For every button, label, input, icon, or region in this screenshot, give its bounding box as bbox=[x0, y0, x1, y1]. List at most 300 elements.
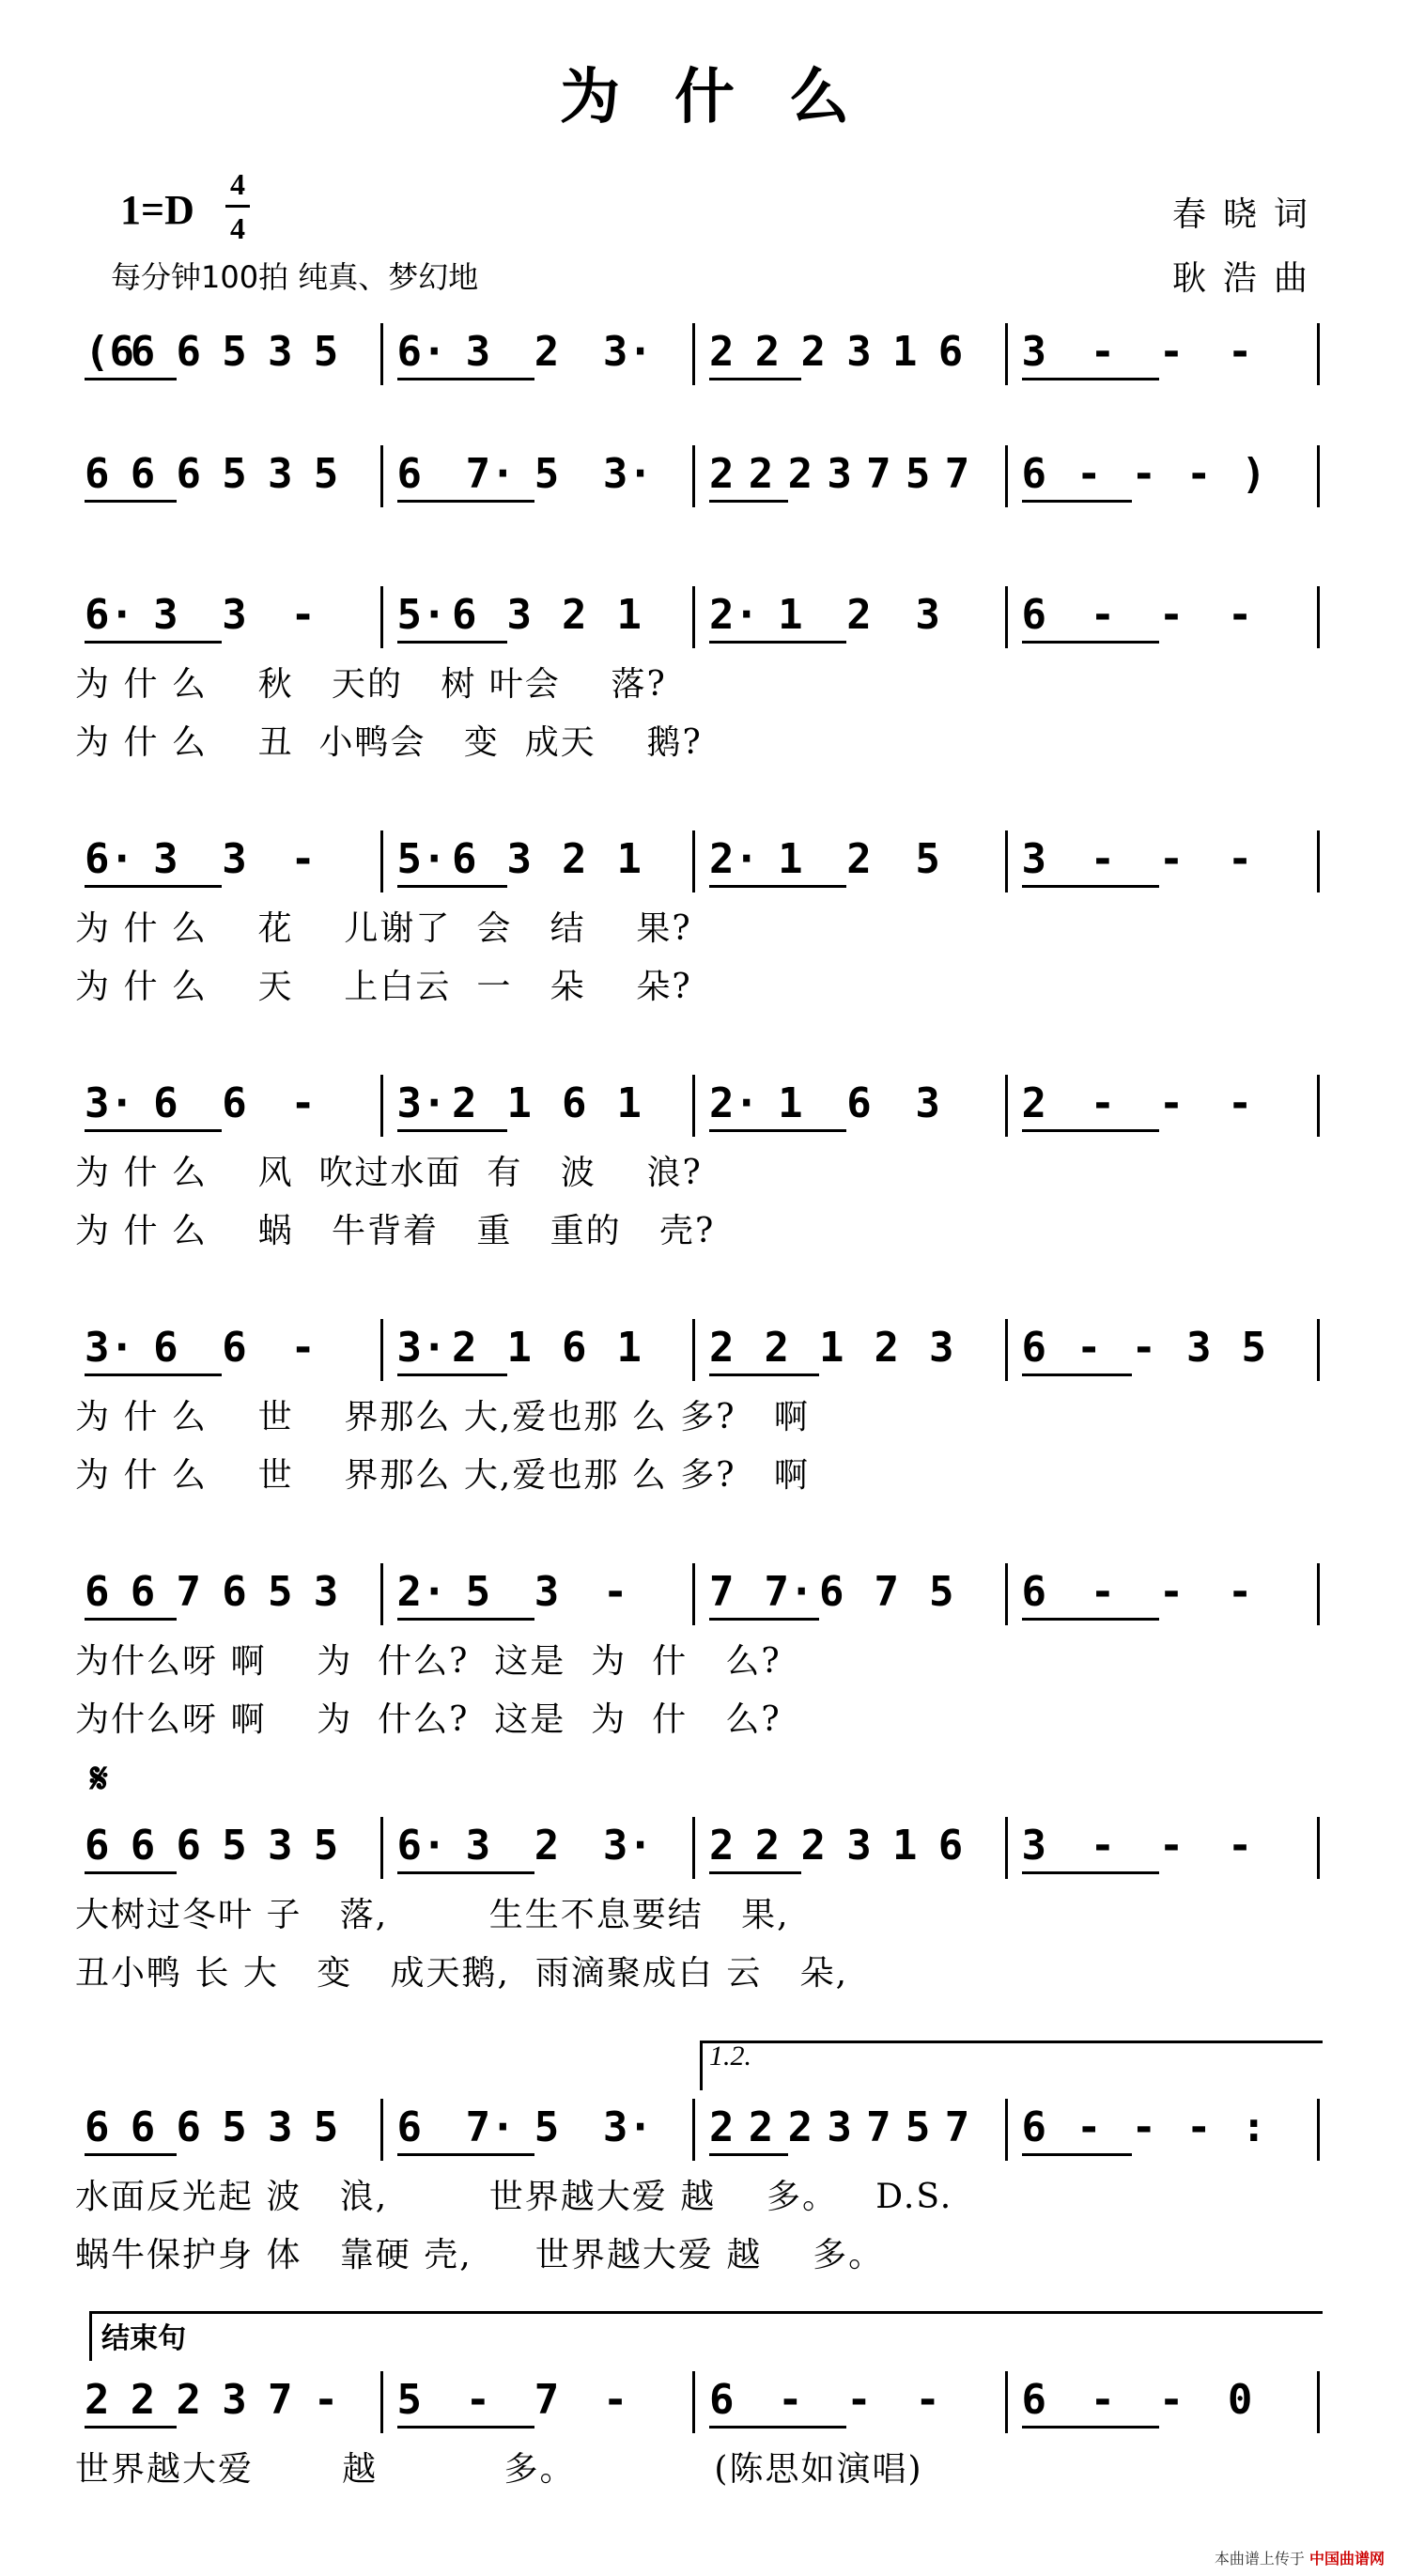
composer-credit: 耿浩曲 bbox=[1171, 259, 1324, 298]
note: 2 bbox=[709, 1822, 735, 1870]
note: 6 bbox=[396, 2103, 422, 2151]
note: 2 bbox=[176, 2376, 201, 2424]
note: - bbox=[1131, 1324, 1156, 1372]
note: 6 bbox=[176, 2103, 201, 2151]
score-line bbox=[75, 2367, 1343, 2433]
note: 5 bbox=[222, 2103, 247, 2151]
note: 3 bbox=[506, 835, 532, 883]
barline bbox=[692, 323, 695, 385]
time-signature-bottom: 4 bbox=[230, 211, 245, 245]
note: - bbox=[290, 1079, 316, 1127]
lyric-line: 为 什 么 风 吹过水面 有 波 浪? bbox=[75, 1154, 703, 1192]
note: 7 bbox=[944, 2103, 970, 2151]
note: - bbox=[602, 1568, 628, 1616]
barline bbox=[692, 1817, 695, 1879]
note: 2 bbox=[754, 328, 781, 376]
barline bbox=[1317, 1817, 1320, 1879]
barline bbox=[1317, 830, 1320, 892]
note: - bbox=[290, 1324, 316, 1372]
note: 6 bbox=[846, 1079, 872, 1127]
beam bbox=[1022, 1618, 1159, 1621]
barline bbox=[1005, 1075, 1008, 1137]
note: 1 bbox=[506, 1079, 532, 1127]
beam bbox=[85, 1871, 177, 1874]
barline bbox=[692, 2099, 695, 2161]
note: 3 bbox=[827, 2103, 852, 2151]
barline bbox=[692, 830, 695, 892]
note: 6· bbox=[85, 835, 134, 883]
note: 3· bbox=[602, 450, 653, 498]
barline bbox=[692, 1075, 695, 1137]
note: - bbox=[1227, 328, 1253, 376]
note: 5 bbox=[313, 1822, 339, 1870]
time-signature bbox=[225, 165, 250, 247]
note: 7 bbox=[268, 2376, 293, 2424]
note: 1 bbox=[778, 835, 803, 883]
note: 1 bbox=[892, 328, 918, 376]
note: 3· bbox=[396, 1324, 447, 1372]
note: 7 bbox=[176, 1568, 201, 1616]
note: 5· bbox=[396, 591, 447, 639]
note: - bbox=[1158, 328, 1184, 376]
note: 6 bbox=[222, 1079, 247, 1127]
note: 6 bbox=[222, 1324, 247, 1372]
note: - bbox=[1158, 1568, 1184, 1616]
beam bbox=[1022, 1129, 1159, 1132]
note: 6 bbox=[1021, 450, 1046, 498]
note: 6 bbox=[1021, 591, 1046, 639]
note: 3 bbox=[222, 835, 247, 883]
note: 2 bbox=[1021, 1079, 1046, 1127]
note: 3· bbox=[85, 1079, 134, 1127]
note: 6 bbox=[130, 1822, 156, 1870]
note: 2 bbox=[764, 1324, 789, 1372]
note: 2 bbox=[787, 2103, 813, 2151]
note: - bbox=[1227, 1079, 1253, 1127]
note: 7 bbox=[866, 450, 891, 498]
note: 3 bbox=[1021, 1822, 1046, 1870]
note: 3 bbox=[222, 2376, 247, 2424]
lyric-line: 为什么呀 啊 为 什么? 这是 为 什 么? bbox=[75, 1700, 782, 1739]
note: 3 bbox=[153, 835, 178, 883]
note: 3· bbox=[602, 2103, 653, 2151]
note: 1 bbox=[819, 1324, 844, 1372]
note: 6 bbox=[85, 2103, 110, 2151]
note: 2 bbox=[709, 328, 735, 376]
ending-label: 结束句 bbox=[101, 2322, 186, 2355]
note: 6 bbox=[130, 450, 156, 498]
note: 5 bbox=[915, 835, 940, 883]
note: 3 bbox=[1021, 835, 1046, 883]
beam bbox=[85, 641, 222, 644]
note: 6 bbox=[222, 1568, 247, 1616]
score-line bbox=[75, 582, 1343, 648]
note: 2 bbox=[874, 1324, 899, 1372]
note: 3 bbox=[268, 450, 293, 498]
lyric-line: 为 什 么 天 上白云 一 朵 朵? bbox=[75, 968, 692, 1006]
note: 6· bbox=[85, 591, 134, 639]
beam bbox=[85, 885, 222, 888]
note: 7 bbox=[709, 1568, 735, 1616]
note: 6 bbox=[1021, 1324, 1046, 1372]
note: 2 bbox=[452, 1079, 477, 1127]
note: 6 bbox=[562, 1079, 587, 1127]
note: 2 bbox=[800, 1822, 826, 1870]
note: 1 bbox=[778, 591, 803, 639]
note: 7 bbox=[534, 2376, 560, 2424]
barline bbox=[692, 2371, 695, 2433]
note: 2 bbox=[709, 450, 735, 498]
barline bbox=[380, 445, 383, 507]
barline bbox=[380, 586, 383, 648]
lyric-line: 为 什 么 蜗 牛背着 重 重的 壳? bbox=[75, 1212, 716, 1250]
beam bbox=[1022, 2426, 1159, 2429]
note: 3 bbox=[1021, 328, 1046, 376]
note: - bbox=[1090, 1568, 1116, 1616]
note: - bbox=[290, 591, 316, 639]
note: 5 bbox=[222, 1822, 247, 1870]
note: 3 bbox=[827, 450, 852, 498]
beam bbox=[85, 1618, 177, 1621]
note: 7· bbox=[465, 2103, 516, 2151]
note: - bbox=[915, 2376, 940, 2424]
beam bbox=[397, 378, 534, 380]
beam bbox=[1022, 641, 1159, 644]
note: - bbox=[1158, 1822, 1184, 1870]
note: 6 bbox=[176, 450, 201, 498]
note: 2 bbox=[846, 835, 872, 883]
note: - bbox=[1090, 835, 1116, 883]
note: 6· bbox=[396, 328, 447, 376]
lyric-line: 为 什 么 秋 天的 树 叶会 落? bbox=[75, 665, 667, 704]
lyric-line: 为什么呀 啊 为 什么? 这是 为 什 么? bbox=[75, 1642, 782, 1681]
barline bbox=[380, 1075, 383, 1137]
note: 5 bbox=[1241, 1324, 1266, 1372]
note: - bbox=[1186, 450, 1212, 498]
note: (6 bbox=[85, 328, 134, 376]
note: 1 bbox=[892, 1822, 918, 1870]
note: 3 bbox=[268, 1822, 293, 1870]
beam bbox=[85, 2153, 177, 2156]
note: 3· bbox=[602, 1822, 653, 1870]
barline bbox=[1317, 1563, 1320, 1625]
note: - bbox=[1076, 2103, 1102, 2151]
note: 2 bbox=[800, 328, 826, 376]
note: - bbox=[465, 2376, 491, 2424]
note: 5 bbox=[534, 2103, 560, 2151]
note: 2 bbox=[748, 450, 774, 498]
note: 6 bbox=[153, 1324, 178, 1372]
time-signature-bar bbox=[225, 205, 250, 208]
score-line bbox=[75, 1071, 1343, 1137]
note: - bbox=[846, 2376, 872, 2424]
note: 6 bbox=[452, 591, 477, 639]
beam bbox=[85, 2426, 177, 2429]
barline bbox=[1005, 2099, 1008, 2161]
note: - bbox=[1158, 2376, 1184, 2424]
segno-sign: 𝄋 bbox=[90, 1755, 108, 1803]
note: ) bbox=[1241, 450, 1266, 498]
note: 1 bbox=[616, 1079, 642, 1127]
note: 3· bbox=[602, 328, 653, 376]
note: 6 bbox=[937, 328, 964, 376]
note: 6 bbox=[85, 1568, 110, 1616]
tempo-marking: 每分钟100拍 纯真、梦幻地 bbox=[111, 259, 479, 295]
note: 6 bbox=[85, 1822, 110, 1870]
barline bbox=[1317, 586, 1320, 648]
beam bbox=[397, 1871, 534, 1874]
score-line bbox=[75, 1560, 1343, 1625]
barline bbox=[1005, 323, 1008, 385]
barline bbox=[1005, 1563, 1008, 1625]
beam bbox=[1022, 1373, 1132, 1376]
score-line bbox=[75, 2095, 1343, 2161]
note: 5 bbox=[313, 2103, 339, 2151]
note: - bbox=[1076, 450, 1102, 498]
barline bbox=[1317, 2371, 1320, 2433]
note: 7· bbox=[764, 1568, 814, 1616]
note: 6 bbox=[1021, 2376, 1046, 2424]
lyric-line: 丑小鸭 长 大 变 成天鹅, 雨滴聚成白 云 朵, bbox=[75, 1954, 849, 1993]
note: 2 bbox=[85, 2376, 110, 2424]
barline bbox=[1317, 323, 1320, 385]
note: 5 bbox=[534, 450, 560, 498]
note: 2 bbox=[534, 328, 560, 376]
beam bbox=[1022, 500, 1132, 503]
barline bbox=[380, 1817, 383, 1879]
barline bbox=[1005, 2371, 1008, 2433]
note: 2 bbox=[452, 1324, 477, 1372]
beam bbox=[85, 378, 177, 380]
note: 2· bbox=[709, 835, 759, 883]
note: 2· bbox=[709, 1079, 759, 1127]
note: 3· bbox=[396, 1079, 447, 1127]
note: 3 bbox=[268, 328, 293, 376]
note: 3 bbox=[915, 1079, 940, 1127]
beam bbox=[1022, 1871, 1159, 1874]
note: 3 bbox=[506, 591, 532, 639]
note: 7· bbox=[465, 450, 516, 498]
note: 5 bbox=[313, 450, 339, 498]
beam bbox=[397, 1129, 507, 1132]
note: 5 bbox=[396, 2376, 422, 2424]
note: 6 bbox=[130, 328, 156, 376]
song-title: 为什么 bbox=[560, 62, 904, 132]
beam bbox=[1022, 2153, 1132, 2156]
barline bbox=[1317, 445, 1320, 507]
note: 6 bbox=[452, 835, 477, 883]
note: 5 bbox=[268, 1568, 293, 1616]
note: 2 bbox=[562, 591, 587, 639]
note: 2· bbox=[396, 1568, 447, 1616]
volta-label: 1.2. bbox=[709, 2041, 751, 2072]
note: 1 bbox=[616, 591, 642, 639]
beam bbox=[709, 1871, 801, 1874]
note: 5 bbox=[313, 328, 339, 376]
note: - bbox=[313, 2376, 339, 2424]
lyric-line: 水面反光起 波 浪, 世界越大爱 越 多。 D.S. bbox=[75, 2178, 953, 2216]
beam bbox=[397, 500, 534, 503]
barline bbox=[1005, 1817, 1008, 1879]
barline bbox=[692, 586, 695, 648]
note: 6 bbox=[709, 2376, 735, 2424]
note: 3 bbox=[153, 591, 178, 639]
score-line bbox=[75, 319, 1343, 385]
note: 6 bbox=[1021, 2103, 1046, 2151]
note: - bbox=[1227, 591, 1253, 639]
note: 3 bbox=[846, 328, 872, 376]
note: - bbox=[1090, 2376, 1116, 2424]
beam bbox=[397, 2426, 534, 2429]
beam bbox=[709, 2153, 788, 2156]
note: 6 bbox=[85, 450, 110, 498]
note: - bbox=[1158, 591, 1184, 639]
note: 7 bbox=[944, 450, 970, 498]
beam bbox=[397, 885, 507, 888]
barline bbox=[1005, 586, 1008, 648]
note: 6· bbox=[396, 1822, 447, 1870]
note: - bbox=[602, 2376, 628, 2424]
note: 6 bbox=[130, 1568, 156, 1616]
beam bbox=[709, 885, 846, 888]
score-line bbox=[75, 1813, 1343, 1879]
note: - bbox=[1131, 450, 1156, 498]
note: 3 bbox=[1186, 1324, 1212, 1372]
note: 1 bbox=[778, 1079, 803, 1127]
note: - bbox=[1090, 328, 1116, 376]
beam bbox=[709, 500, 788, 503]
note: 3 bbox=[915, 591, 940, 639]
beam bbox=[85, 1129, 222, 1132]
beam bbox=[709, 378, 801, 380]
note: 2 bbox=[534, 1822, 560, 1870]
note: - bbox=[1227, 1822, 1253, 1870]
note: 6 bbox=[819, 1568, 844, 1616]
footer-brand: 中国曲谱网 bbox=[1308, 2550, 1385, 2568]
barline bbox=[380, 2371, 383, 2433]
note: 1 bbox=[616, 1324, 642, 1372]
barline bbox=[380, 323, 383, 385]
barline bbox=[692, 1563, 695, 1625]
note: 2 bbox=[748, 2103, 774, 2151]
note: 2 bbox=[709, 2103, 735, 2151]
note: : bbox=[1241, 2103, 1266, 2151]
beam bbox=[397, 1618, 534, 1621]
note: - bbox=[290, 835, 316, 883]
note: 3 bbox=[313, 1568, 339, 1616]
note: 6 bbox=[130, 2103, 156, 2151]
note: - bbox=[1131, 2103, 1156, 2151]
barline bbox=[1317, 2099, 1320, 2161]
note: 5 bbox=[905, 450, 931, 498]
beam bbox=[709, 1129, 846, 1132]
note: 5· bbox=[396, 835, 447, 883]
score-line bbox=[75, 442, 1343, 507]
lyric-line: 大树过冬叶 子 落, 生生不息要结 果, bbox=[75, 1896, 790, 1934]
note: 6 bbox=[176, 328, 201, 376]
score-line bbox=[75, 827, 1343, 892]
note: 2 bbox=[846, 591, 872, 639]
volta-bracket bbox=[700, 2041, 1323, 2090]
note: 1 bbox=[506, 1324, 532, 1372]
score-line bbox=[75, 1315, 1343, 1381]
note: 3· bbox=[85, 1324, 134, 1372]
note: 3 bbox=[222, 591, 247, 639]
note: 6 bbox=[396, 450, 422, 498]
note: - bbox=[1090, 1822, 1116, 1870]
barline bbox=[1005, 830, 1008, 892]
lyric-line: 为 什 么 花 儿谢了 会 结 果? bbox=[75, 909, 692, 948]
beam bbox=[709, 1618, 819, 1621]
barline bbox=[692, 445, 695, 507]
note: - bbox=[1090, 591, 1116, 639]
beam bbox=[85, 500, 177, 503]
note: 2 bbox=[130, 2376, 156, 2424]
note: 6 bbox=[937, 1822, 964, 1870]
beam bbox=[709, 1373, 819, 1376]
note: 2 bbox=[787, 450, 813, 498]
lyric-line: 世界越大爱 越 多。 (陈思如演唱) bbox=[75, 2450, 923, 2489]
note: 5 bbox=[905, 2103, 931, 2151]
barline bbox=[692, 1319, 695, 1381]
barline bbox=[1005, 1319, 1008, 1381]
note: 5 bbox=[222, 328, 247, 376]
note: - bbox=[1227, 1568, 1253, 1616]
barline bbox=[380, 2099, 383, 2161]
note: - bbox=[1227, 835, 1253, 883]
lyricist-credit: 春晓词 bbox=[1171, 195, 1324, 234]
beam bbox=[397, 641, 507, 644]
beam bbox=[85, 1373, 222, 1376]
note: - bbox=[1076, 1324, 1102, 1372]
note: 1 bbox=[616, 835, 642, 883]
ending-bracket bbox=[89, 2311, 1323, 2361]
beam bbox=[397, 2153, 534, 2156]
lyric-line: 为 什 么 世 界那么 大,爱也那 么 多? 啊 bbox=[75, 1456, 810, 1495]
barline bbox=[380, 830, 383, 892]
beam bbox=[1022, 378, 1159, 380]
note: 6 bbox=[153, 1079, 178, 1127]
key-signature: 1=D bbox=[120, 187, 194, 233]
note: 7 bbox=[866, 2103, 891, 2151]
note: 2 bbox=[562, 835, 587, 883]
time-signature-top: 4 bbox=[230, 167, 245, 201]
note: 0 bbox=[1227, 2376, 1253, 2424]
note: 6 bbox=[1021, 1568, 1046, 1616]
note: - bbox=[1186, 2103, 1212, 2151]
note: 3 bbox=[465, 328, 491, 376]
barline bbox=[380, 1319, 383, 1381]
beam bbox=[709, 2426, 846, 2429]
lyric-line: 为 什 么 丑 小鸭会 变 成天 鹅? bbox=[75, 723, 703, 762]
note: - bbox=[1158, 835, 1184, 883]
barline bbox=[1317, 1075, 1320, 1137]
footer bbox=[1215, 2547, 1385, 2568]
note: 5 bbox=[222, 450, 247, 498]
note: 3 bbox=[846, 1822, 872, 1870]
note: - bbox=[1090, 1079, 1116, 1127]
note: 2· bbox=[709, 591, 759, 639]
note: 5 bbox=[929, 1568, 954, 1616]
barline bbox=[380, 1563, 383, 1625]
note: 3 bbox=[268, 2103, 293, 2151]
footer-text: 本曲谱上传于 bbox=[1214, 2550, 1305, 2568]
note: 2 bbox=[709, 1324, 735, 1372]
note: 3 bbox=[534, 1568, 560, 1616]
note: - bbox=[778, 2376, 803, 2424]
beam bbox=[1022, 885, 1159, 888]
note: - bbox=[1158, 1079, 1184, 1127]
